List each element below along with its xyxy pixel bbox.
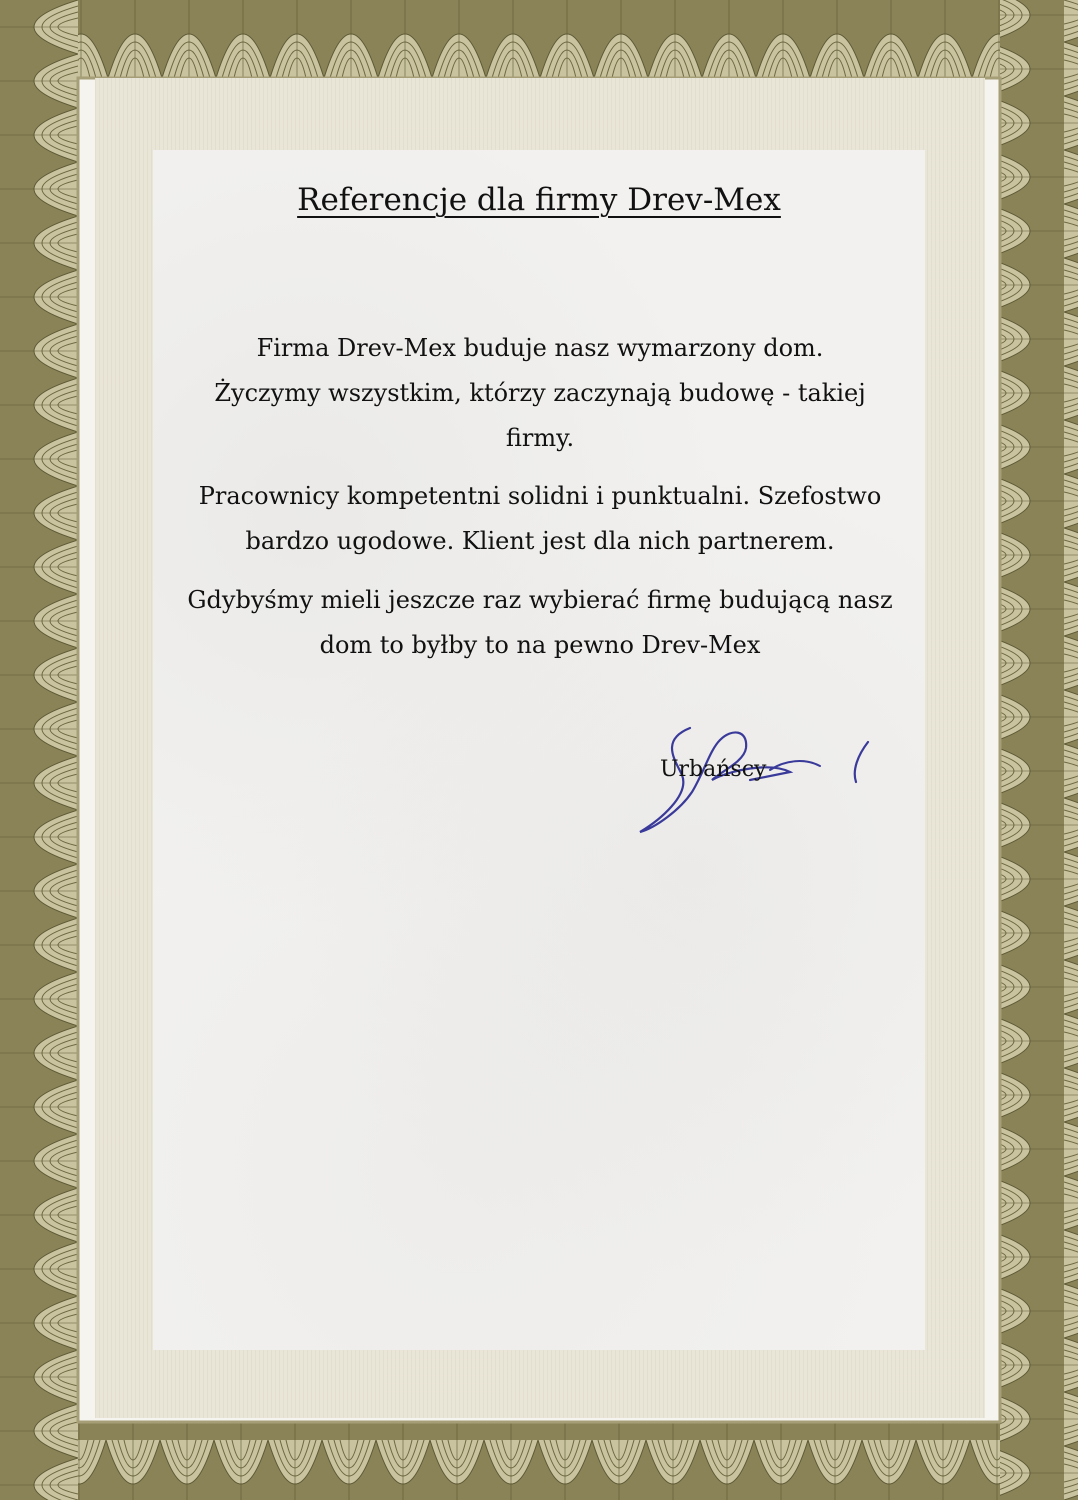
document-title: Referencje dla firmy Drev-Mex: [297, 182, 781, 218]
paragraph-2-line-1: Pracownicy kompetentni solidni i punktualni. Szefostwo: [198, 482, 882, 510]
signature-name: Urbańscy: [660, 757, 767, 782]
paragraph-1-line-2: Życzymy wszystkim, którzy zaczynają budowę - takiej: [214, 379, 866, 407]
paragraph-2-line-2: bardzo ugodowe. Klient jest dla nich partnerem.: [245, 527, 835, 555]
paragraph-2: [140, 474, 940, 564]
paragraph-3: [140, 578, 940, 668]
paragraph-1: [140, 326, 940, 461]
paragraph-3-line-1: Gdybyśmy mieli jeszcze raz wybierać firmę budującą nasz: [187, 586, 893, 614]
paragraph-1-line-1: Firma Drev-Mex buduje nasz wymarzony dom.: [256, 334, 824, 362]
paragraph-1-line-3: firmy.: [505, 424, 575, 452]
paragraph-3-line-2: dom to byłby to na pewno Drev-Mex: [319, 631, 761, 659]
